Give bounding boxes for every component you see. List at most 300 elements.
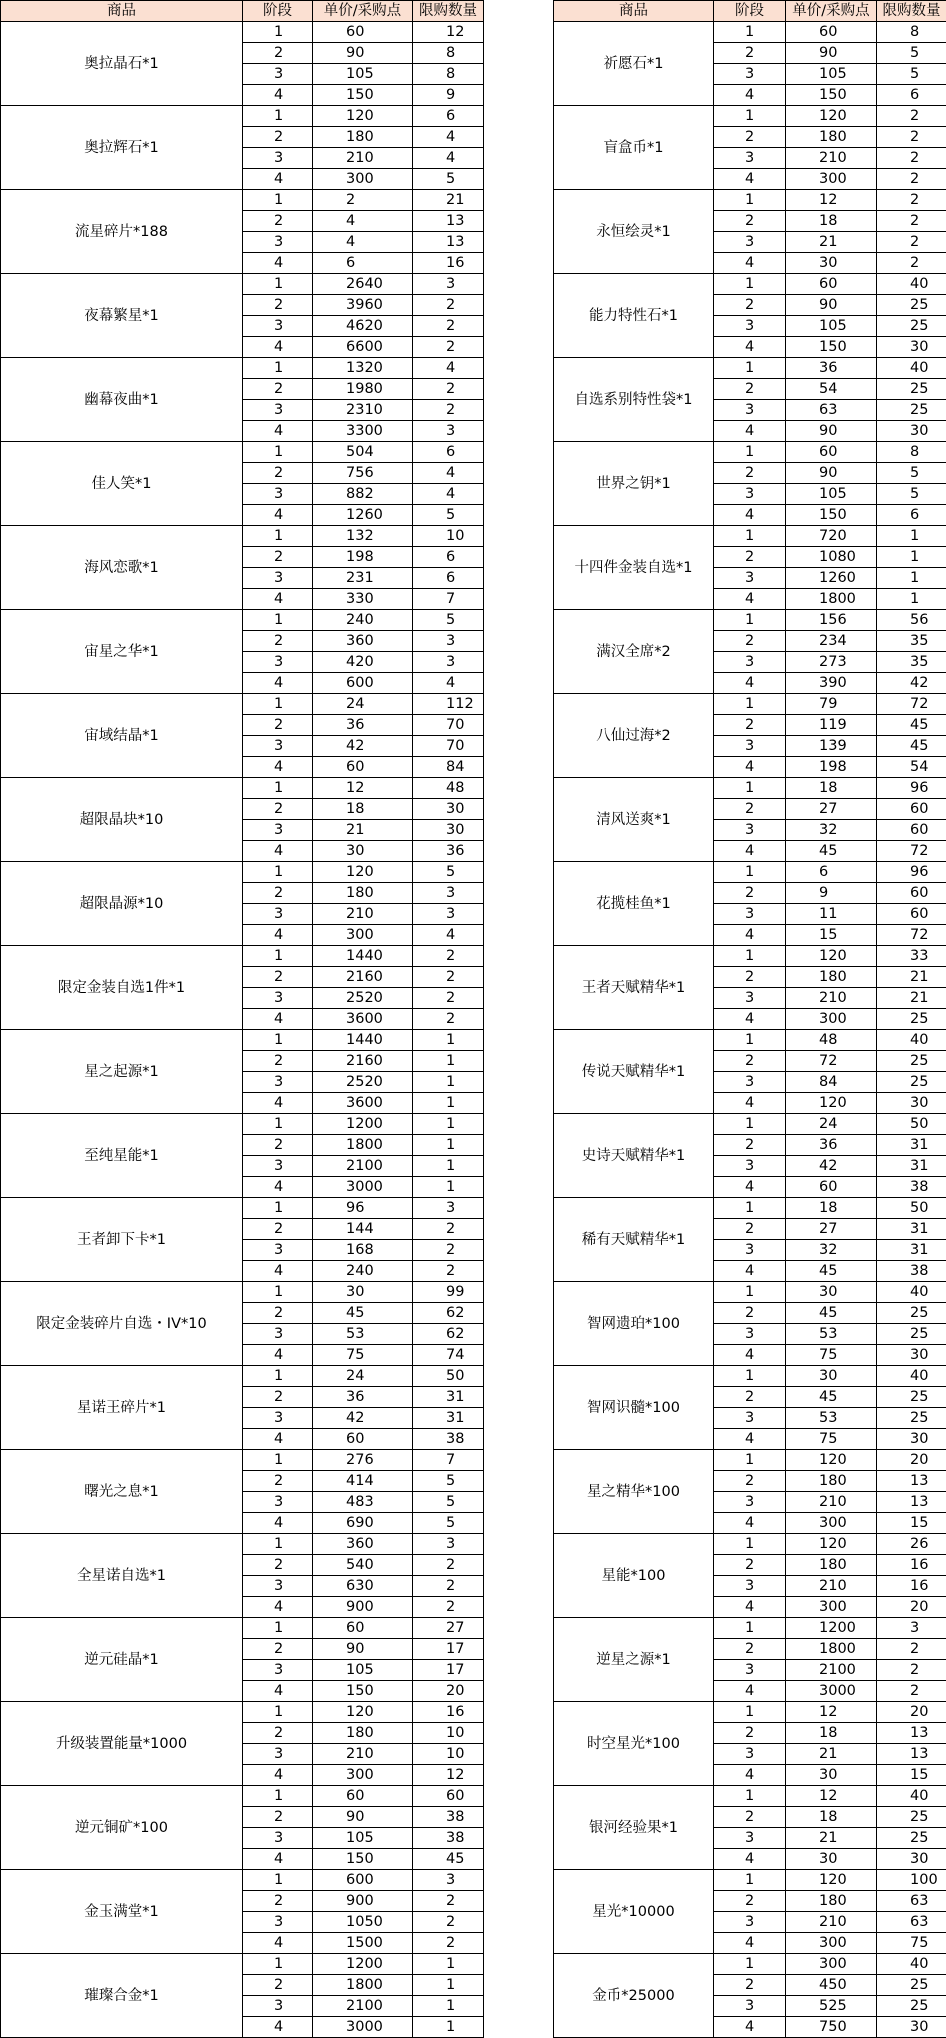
stage-cell: 4 bbox=[243, 1765, 313, 1786]
limit-cell: 2 bbox=[413, 1933, 484, 1954]
item-name: 八仙过海*2 bbox=[554, 694, 714, 778]
limit-cell: 60 bbox=[413, 1786, 484, 1807]
limit-cell: 16 bbox=[413, 253, 484, 274]
price-cell: 120 bbox=[313, 106, 413, 127]
item-name: 幽幕夜曲*1 bbox=[1, 358, 243, 442]
limit-cell: 36 bbox=[413, 841, 484, 862]
table-row bbox=[1, 946, 484, 967]
stage-cell: 2 bbox=[714, 799, 786, 820]
price-cell: 30 bbox=[786, 1765, 877, 1786]
stage-cell: 1 bbox=[243, 1450, 313, 1471]
stage-cell: 3 bbox=[714, 400, 786, 421]
left-table-body bbox=[1, 22, 484, 2038]
stage-cell: 2 bbox=[243, 211, 313, 232]
price-cell: 504 bbox=[313, 442, 413, 463]
price-cell: 150 bbox=[786, 505, 877, 526]
table-row bbox=[1, 190, 484, 211]
stage-cell: 2 bbox=[243, 1303, 313, 1324]
limit-cell: 4 bbox=[413, 484, 484, 505]
limit-cell: 45 bbox=[877, 715, 946, 736]
stage-cell: 4 bbox=[714, 589, 786, 610]
price-cell: 180 bbox=[313, 127, 413, 148]
limit-cell: 6 bbox=[413, 568, 484, 589]
limit-cell: 1 bbox=[413, 1114, 484, 1135]
item-name: 王者天赋精华*1 bbox=[554, 946, 714, 1030]
item-name: 十四件金装自选*1 bbox=[554, 526, 714, 610]
stage-cell: 1 bbox=[243, 526, 313, 547]
limit-cell: 13 bbox=[877, 1723, 946, 1744]
price-cell: 483 bbox=[313, 1492, 413, 1513]
price-cell: 36 bbox=[786, 1135, 877, 1156]
table-row bbox=[554, 1198, 946, 1219]
limit-cell: 2 bbox=[877, 253, 946, 274]
price-cell: 210 bbox=[786, 1576, 877, 1597]
stage-cell: 2 bbox=[714, 631, 786, 652]
price-cell: 53 bbox=[313, 1324, 413, 1345]
price-cell: 60 bbox=[313, 1429, 413, 1450]
table-row bbox=[1, 1954, 484, 1975]
stage-cell: 4 bbox=[243, 169, 313, 190]
price-cell: 3600 bbox=[313, 1093, 413, 1114]
price-cell: 72 bbox=[786, 1051, 877, 1072]
limit-cell: 30 bbox=[877, 337, 946, 358]
price-cell: 6600 bbox=[313, 337, 413, 358]
price-cell: 6 bbox=[313, 253, 413, 274]
stage-cell: 3 bbox=[243, 1408, 313, 1429]
item-name: 超限晶源*10 bbox=[1, 862, 243, 946]
limit-cell: 13 bbox=[413, 232, 484, 253]
stage-cell: 1 bbox=[714, 190, 786, 211]
table-row bbox=[554, 1366, 946, 1387]
limit-cell: 4 bbox=[413, 127, 484, 148]
limit-cell: 72 bbox=[877, 694, 946, 715]
price-cell: 210 bbox=[786, 148, 877, 169]
limit-cell: 12 bbox=[413, 1765, 484, 1786]
limit-cell: 30 bbox=[877, 1345, 946, 1366]
table-row bbox=[554, 1030, 946, 1051]
limit-cell: 40 bbox=[877, 1282, 946, 1303]
limit-cell: 2 bbox=[877, 1660, 946, 1681]
price-cell: 9 bbox=[786, 883, 877, 904]
limit-cell: 20 bbox=[877, 1450, 946, 1471]
limit-cell: 50 bbox=[877, 1198, 946, 1219]
stage-cell: 4 bbox=[243, 2017, 313, 2038]
limit-cell: 25 bbox=[877, 1387, 946, 1408]
item-name: 金玉满堂*1 bbox=[1, 1870, 243, 1954]
limit-cell: 2 bbox=[413, 379, 484, 400]
price-cell: 180 bbox=[786, 967, 877, 988]
price-cell: 18 bbox=[786, 211, 877, 232]
stage-cell: 4 bbox=[714, 337, 786, 358]
limit-cell: 1 bbox=[413, 1156, 484, 1177]
limit-cell: 45 bbox=[413, 1849, 484, 1870]
limit-cell: 8 bbox=[877, 22, 946, 43]
price-cell: 84 bbox=[786, 1072, 877, 1093]
price-cell: 24 bbox=[313, 1366, 413, 1387]
limit-cell: 2 bbox=[413, 1576, 484, 1597]
limit-cell: 2 bbox=[877, 1639, 946, 1660]
stage-cell: 2 bbox=[714, 43, 786, 64]
limit-cell: 5 bbox=[877, 484, 946, 505]
limit-cell: 2 bbox=[877, 190, 946, 211]
limit-cell: 17 bbox=[413, 1639, 484, 1660]
price-cell: 240 bbox=[313, 1261, 413, 1282]
stage-cell: 1 bbox=[714, 694, 786, 715]
stage-cell: 2 bbox=[714, 1471, 786, 1492]
table-row bbox=[1, 442, 484, 463]
limit-cell: 31 bbox=[413, 1387, 484, 1408]
stage-cell: 2 bbox=[243, 631, 313, 652]
stage-cell: 2 bbox=[243, 463, 313, 484]
right-price-table bbox=[553, 0, 946, 2038]
stage-cell: 1 bbox=[243, 610, 313, 631]
stage-cell: 3 bbox=[243, 1828, 313, 1849]
item-name: 世界之钥*1 bbox=[554, 442, 714, 526]
limit-cell: 31 bbox=[413, 1408, 484, 1429]
stage-cell: 3 bbox=[714, 1660, 786, 1681]
stage-cell: 4 bbox=[714, 85, 786, 106]
price-cell: 90 bbox=[313, 1807, 413, 1828]
price-cell: 30 bbox=[786, 1849, 877, 1870]
limit-cell: 2 bbox=[877, 169, 946, 190]
limit-cell: 2 bbox=[877, 148, 946, 169]
price-cell: 30 bbox=[313, 841, 413, 862]
item-name: 宙域结晶*1 bbox=[1, 694, 243, 778]
price-cell: 882 bbox=[313, 484, 413, 505]
stage-cell: 3 bbox=[243, 1240, 313, 1261]
header-limit: 限购数量 bbox=[877, 1, 946, 22]
item-name: 智网识髓*100 bbox=[554, 1366, 714, 1450]
limit-cell: 2 bbox=[877, 106, 946, 127]
limit-cell: 25 bbox=[877, 1072, 946, 1093]
table-row bbox=[1, 862, 484, 883]
price-cell: 18 bbox=[786, 1807, 877, 1828]
price-cell: 2160 bbox=[313, 1051, 413, 1072]
limit-cell: 25 bbox=[877, 295, 946, 316]
stage-cell: 3 bbox=[243, 1324, 313, 1345]
limit-cell: 1 bbox=[877, 526, 946, 547]
price-cell: 273 bbox=[786, 652, 877, 673]
limit-cell: 2 bbox=[413, 1219, 484, 1240]
item-name: 智网遗珀*100 bbox=[554, 1282, 714, 1366]
stage-cell: 4 bbox=[714, 1681, 786, 1702]
limit-cell: 72 bbox=[877, 925, 946, 946]
limit-cell: 5 bbox=[877, 463, 946, 484]
price-cell: 1320 bbox=[313, 358, 413, 379]
stage-cell: 3 bbox=[243, 316, 313, 337]
stage-cell: 4 bbox=[243, 421, 313, 442]
stage-cell: 2 bbox=[243, 547, 313, 568]
limit-cell: 10 bbox=[413, 526, 484, 547]
limit-cell: 1 bbox=[413, 2017, 484, 2038]
stage-cell: 4 bbox=[243, 1093, 313, 1114]
price-cell: 60 bbox=[313, 1786, 413, 1807]
limit-cell: 2 bbox=[877, 211, 946, 232]
item-name: 祈愿石*1 bbox=[554, 22, 714, 106]
table-row bbox=[554, 1534, 946, 1555]
limit-cell: 10 bbox=[413, 1723, 484, 1744]
price-cell: 75 bbox=[786, 1429, 877, 1450]
limit-cell: 62 bbox=[413, 1303, 484, 1324]
limit-cell: 38 bbox=[877, 1261, 946, 1282]
stage-cell: 3 bbox=[243, 1744, 313, 1765]
price-cell: 18 bbox=[786, 1723, 877, 1744]
price-cell: 105 bbox=[313, 1828, 413, 1849]
stage-cell: 4 bbox=[714, 925, 786, 946]
price-cell: 18 bbox=[313, 799, 413, 820]
limit-cell: 40 bbox=[877, 1954, 946, 1975]
limit-cell: 40 bbox=[877, 274, 946, 295]
price-cell: 1500 bbox=[313, 1933, 413, 1954]
price-cell: 96 bbox=[313, 1198, 413, 1219]
limit-cell: 60 bbox=[877, 820, 946, 841]
limit-cell: 2 bbox=[413, 946, 484, 967]
stage-cell: 3 bbox=[714, 1408, 786, 1429]
item-name: 全星诺自选*1 bbox=[1, 1534, 243, 1618]
stage-cell: 3 bbox=[243, 568, 313, 589]
stage-cell: 4 bbox=[714, 1177, 786, 1198]
price-cell: 210 bbox=[786, 988, 877, 1009]
stage-cell: 2 bbox=[714, 1807, 786, 1828]
table-row bbox=[1, 1870, 484, 1891]
stage-cell: 2 bbox=[243, 1135, 313, 1156]
table-row bbox=[1, 1450, 484, 1471]
limit-cell: 16 bbox=[877, 1555, 946, 1576]
limit-cell: 70 bbox=[413, 736, 484, 757]
stage-cell: 2 bbox=[243, 1555, 313, 1576]
price-cell: 12 bbox=[786, 1786, 877, 1807]
limit-cell: 62 bbox=[413, 1324, 484, 1345]
price-cell: 300 bbox=[313, 169, 413, 190]
limit-cell: 25 bbox=[877, 1324, 946, 1345]
limit-cell: 48 bbox=[413, 778, 484, 799]
limit-cell: 1 bbox=[413, 1135, 484, 1156]
limit-cell: 3 bbox=[877, 1618, 946, 1639]
stage-cell: 3 bbox=[243, 400, 313, 421]
item-name: 佳人笑*1 bbox=[1, 442, 243, 526]
stage-cell: 2 bbox=[714, 1975, 786, 1996]
stage-cell: 4 bbox=[714, 2017, 786, 2038]
price-cell: 540 bbox=[313, 1555, 413, 1576]
stage-cell: 4 bbox=[243, 1177, 313, 1198]
limit-cell: 54 bbox=[877, 757, 946, 778]
limit-cell: 2 bbox=[877, 127, 946, 148]
price-cell: 300 bbox=[786, 1933, 877, 1954]
price-cell: 300 bbox=[786, 169, 877, 190]
stage-cell: 3 bbox=[714, 904, 786, 925]
limit-cell: 63 bbox=[877, 1891, 946, 1912]
stage-cell: 1 bbox=[243, 1198, 313, 1219]
limit-cell: 3 bbox=[413, 631, 484, 652]
price-cell: 690 bbox=[313, 1513, 413, 1534]
stage-cell: 1 bbox=[714, 526, 786, 547]
limit-cell: 16 bbox=[877, 1576, 946, 1597]
stage-cell: 1 bbox=[243, 1786, 313, 1807]
limit-cell: 5 bbox=[413, 1471, 484, 1492]
price-cell: 180 bbox=[786, 1891, 877, 1912]
stage-cell: 4 bbox=[243, 1597, 313, 1618]
limit-cell: 75 bbox=[877, 1933, 946, 1954]
stage-cell: 3 bbox=[714, 1744, 786, 1765]
price-cell: 32 bbox=[786, 1240, 877, 1261]
price-cell: 45 bbox=[786, 1387, 877, 1408]
price-cell: 180 bbox=[786, 1471, 877, 1492]
price-cell: 330 bbox=[313, 589, 413, 610]
limit-cell: 20 bbox=[877, 1702, 946, 1723]
limit-cell: 4 bbox=[413, 463, 484, 484]
price-cell: 75 bbox=[313, 1345, 413, 1366]
table-row bbox=[554, 778, 946, 799]
price-cell: 2100 bbox=[313, 1996, 413, 2017]
stage-cell: 2 bbox=[243, 715, 313, 736]
limit-cell: 25 bbox=[877, 379, 946, 400]
stage-cell: 4 bbox=[243, 1933, 313, 1954]
limit-cell: 2 bbox=[877, 232, 946, 253]
price-cell: 240 bbox=[313, 610, 413, 631]
item-name: 星之起源*1 bbox=[1, 1030, 243, 1114]
stage-cell: 2 bbox=[243, 379, 313, 400]
stage-cell: 2 bbox=[243, 799, 313, 820]
item-name: 超限晶块*10 bbox=[1, 778, 243, 862]
table-row bbox=[554, 1282, 946, 1303]
limit-cell: 42 bbox=[877, 673, 946, 694]
price-cell: 48 bbox=[786, 1030, 877, 1051]
table-row bbox=[1, 1786, 484, 1807]
table-row bbox=[1, 1534, 484, 1555]
stage-cell: 3 bbox=[714, 652, 786, 673]
price-cell: 120 bbox=[313, 1702, 413, 1723]
price-cell: 60 bbox=[786, 442, 877, 463]
price-cell: 750 bbox=[786, 2017, 877, 2038]
price-cell: 210 bbox=[313, 148, 413, 169]
table-row bbox=[554, 22, 946, 43]
limit-cell: 5 bbox=[877, 64, 946, 85]
price-cell: 60 bbox=[786, 22, 877, 43]
stage-cell: 3 bbox=[243, 1996, 313, 2017]
price-cell: 90 bbox=[786, 421, 877, 442]
limit-cell: 45 bbox=[877, 736, 946, 757]
limit-cell: 17 bbox=[413, 1660, 484, 1681]
limit-cell: 9 bbox=[413, 85, 484, 106]
limit-cell: 56 bbox=[877, 610, 946, 631]
price-cell: 132 bbox=[313, 526, 413, 547]
item-name: 海风恋歌*1 bbox=[1, 526, 243, 610]
price-cell: 27 bbox=[786, 1219, 877, 1240]
price-cell: 42 bbox=[313, 736, 413, 757]
limit-cell: 13 bbox=[877, 1744, 946, 1765]
limit-cell: 20 bbox=[413, 1681, 484, 1702]
price-cell: 150 bbox=[313, 1849, 413, 1870]
price-cell: 2520 bbox=[313, 988, 413, 1009]
table-row bbox=[554, 1954, 946, 1975]
item-name: 限定金装自选1件*1 bbox=[1, 946, 243, 1030]
limit-cell: 25 bbox=[877, 1975, 946, 1996]
price-cell: 756 bbox=[313, 463, 413, 484]
stage-cell: 2 bbox=[243, 295, 313, 316]
stage-cell: 2 bbox=[714, 1387, 786, 1408]
table-row bbox=[554, 106, 946, 127]
price-cell: 53 bbox=[786, 1408, 877, 1429]
limit-cell: 2 bbox=[877, 1681, 946, 1702]
limit-cell: 74 bbox=[413, 1345, 484, 1366]
limit-cell: 5 bbox=[413, 1492, 484, 1513]
price-cell: 150 bbox=[313, 1681, 413, 1702]
limit-cell: 1 bbox=[877, 589, 946, 610]
limit-cell: 10 bbox=[413, 1744, 484, 1765]
price-cell: 450 bbox=[786, 1975, 877, 1996]
stage-cell: 4 bbox=[243, 1849, 313, 1870]
stage-cell: 2 bbox=[243, 1219, 313, 1240]
price-cell: 300 bbox=[313, 925, 413, 946]
table-row bbox=[1, 610, 484, 631]
price-cell: 90 bbox=[313, 43, 413, 64]
price-cell: 2520 bbox=[313, 1072, 413, 1093]
stage-cell: 1 bbox=[714, 1282, 786, 1303]
limit-cell: 4 bbox=[413, 358, 484, 379]
limit-cell: 3 bbox=[413, 904, 484, 925]
price-cell: 525 bbox=[786, 1996, 877, 2017]
stage-cell: 2 bbox=[714, 1891, 786, 1912]
stage-cell: 4 bbox=[243, 841, 313, 862]
item-name: 自选系别特性袋*1 bbox=[554, 358, 714, 442]
price-cell: 90 bbox=[786, 43, 877, 64]
limit-cell: 33 bbox=[877, 946, 946, 967]
limit-cell: 35 bbox=[877, 652, 946, 673]
stage-cell: 4 bbox=[243, 1429, 313, 1450]
stage-cell: 4 bbox=[714, 169, 786, 190]
limit-cell: 30 bbox=[877, 1849, 946, 1870]
price-cell: 45 bbox=[786, 841, 877, 862]
stage-cell: 2 bbox=[243, 883, 313, 904]
table-row bbox=[554, 190, 946, 211]
price-cell: 120 bbox=[786, 1534, 877, 1555]
price-cell: 21 bbox=[786, 1744, 877, 1765]
item-name: 王者卸下卡*1 bbox=[1, 1198, 243, 1282]
stage-cell: 3 bbox=[714, 1492, 786, 1513]
limit-cell: 63 bbox=[877, 1912, 946, 1933]
price-cell: 60 bbox=[313, 22, 413, 43]
limit-cell: 2 bbox=[413, 967, 484, 988]
price-cell: 600 bbox=[313, 1870, 413, 1891]
price-cell: 12 bbox=[786, 1702, 877, 1723]
stage-cell: 1 bbox=[243, 1366, 313, 1387]
item-name: 时空星光*100 bbox=[554, 1702, 714, 1786]
stage-cell: 2 bbox=[243, 1807, 313, 1828]
stage-cell: 1 bbox=[714, 1786, 786, 1807]
limit-cell: 8 bbox=[877, 442, 946, 463]
table-row bbox=[554, 1618, 946, 1639]
price-cell: 54 bbox=[786, 379, 877, 400]
price-cell: 4 bbox=[313, 232, 413, 253]
stage-cell: 4 bbox=[243, 757, 313, 778]
stage-cell: 4 bbox=[243, 1261, 313, 1282]
item-name: 稀有天赋精华*1 bbox=[554, 1198, 714, 1282]
item-name: 清风送爽*1 bbox=[554, 778, 714, 862]
limit-cell: 1 bbox=[413, 1051, 484, 1072]
limit-cell: 25 bbox=[877, 1303, 946, 1324]
limit-cell: 31 bbox=[877, 1156, 946, 1177]
limit-cell: 21 bbox=[877, 967, 946, 988]
limit-cell: 2 bbox=[413, 400, 484, 421]
limit-cell: 5 bbox=[413, 862, 484, 883]
stage-cell: 2 bbox=[714, 379, 786, 400]
price-cell: 11 bbox=[786, 904, 877, 925]
table-row bbox=[1, 106, 484, 127]
stage-cell: 3 bbox=[243, 1660, 313, 1681]
item-name: 星能*100 bbox=[554, 1534, 714, 1618]
stage-cell: 3 bbox=[714, 1828, 786, 1849]
limit-cell: 2 bbox=[413, 295, 484, 316]
